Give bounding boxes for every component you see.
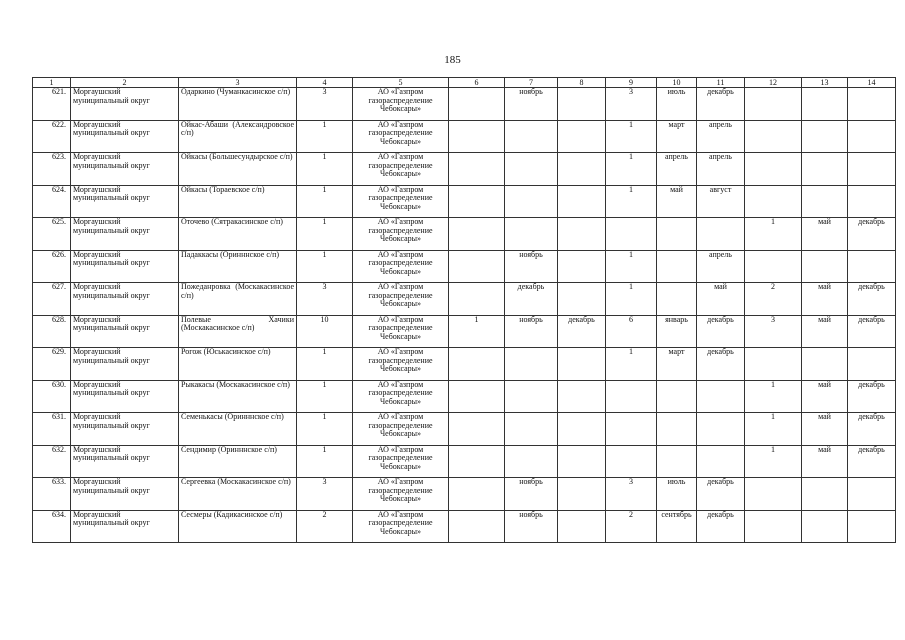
cell-col-8 — [558, 120, 606, 153]
cell-col-13: май — [802, 283, 848, 316]
cell-col-7 — [505, 413, 558, 446]
cell-col-14: декабрь — [848, 413, 896, 446]
cell-col-12: 1 — [745, 413, 802, 446]
cell-col-7 — [505, 185, 558, 218]
cell-municipality: Моргаушский муниципальный округ — [71, 153, 179, 186]
cell-col-12 — [745, 478, 802, 511]
cell-col-11 — [697, 445, 745, 478]
cell-operator: АО «Газпром газораспределение Чебоксары» — [353, 283, 449, 316]
cell-col-14 — [848, 185, 896, 218]
cell-col-8 — [558, 185, 606, 218]
cell-col-6 — [449, 153, 505, 186]
cell-col-13 — [802, 153, 848, 186]
table-row — [33, 445, 896, 478]
cell-col-13: май — [802, 445, 848, 478]
cell-count: 1 — [297, 348, 353, 381]
cell-col-9: 1 — [606, 250, 657, 283]
cell-operator: АО «Газпром газораспределение Чебоксары» — [353, 185, 449, 218]
cell-col-11: апрель — [697, 153, 745, 186]
cell-row-number: 626. — [33, 250, 71, 283]
cell-operator: АО «Газпром газораспределение Чебоксары» — [353, 153, 449, 186]
column-header-1: 1 — [33, 78, 71, 88]
cell-settlement: Пожеданровка (Москакасинское с/п) — [179, 283, 297, 316]
cell-settlement: Сергеевка (Москакасинское с/п) — [179, 478, 297, 511]
table-row — [33, 348, 896, 381]
cell-col-7: ноябрь — [505, 478, 558, 511]
cell-col-12: 1 — [745, 445, 802, 478]
cell-col-9: 2 — [606, 510, 657, 543]
cell-col-12 — [745, 510, 802, 543]
cell-municipality: Моргаушский муниципальный округ — [71, 380, 179, 413]
cell-col-6 — [449, 185, 505, 218]
cell-col-14 — [848, 510, 896, 543]
cell-col-10: январь — [657, 315, 697, 348]
table-row — [33, 380, 896, 413]
cell-settlement: Полевые Хачики (Москакасинское с/п) — [179, 315, 297, 348]
cell-col-10: апрель — [657, 153, 697, 186]
cell-col-11 — [697, 380, 745, 413]
cell-col-7 — [505, 348, 558, 381]
column-header-10: 10 — [657, 78, 697, 88]
cell-row-number: 634. — [33, 510, 71, 543]
cell-col-14: декабрь — [848, 283, 896, 316]
column-header-6: 6 — [449, 78, 505, 88]
cell-municipality: Моргаушский муниципальный округ — [71, 88, 179, 121]
cell-col-11: апрель — [697, 120, 745, 153]
table-row — [33, 185, 896, 218]
cell-count: 3 — [297, 283, 353, 316]
cell-municipality: Моргаушский муниципальный округ — [71, 185, 179, 218]
cell-col-8 — [558, 88, 606, 121]
cell-col-14 — [848, 250, 896, 283]
cell-settlement: Падаккасы (Оринннское с/п) — [179, 250, 297, 283]
cell-col-14: декабрь — [848, 315, 896, 348]
cell-settlement: Рыкакасы (Москакасинское с/п) — [179, 380, 297, 413]
cell-col-11: декабрь — [697, 478, 745, 511]
cell-col-11: декабрь — [697, 348, 745, 381]
cell-count: 1 — [297, 185, 353, 218]
cell-count: 1 — [297, 218, 353, 251]
cell-col-10 — [657, 250, 697, 283]
cell-municipality: Моргаушский муниципальный округ — [71, 413, 179, 446]
cell-count: 10 — [297, 315, 353, 348]
cell-col-11: декабрь — [697, 510, 745, 543]
cell-row-number: 623. — [33, 153, 71, 186]
cell-col-9: 1 — [606, 348, 657, 381]
cell-row-number: 629. — [33, 348, 71, 381]
cell-col-12 — [745, 120, 802, 153]
cell-count: 2 — [297, 510, 353, 543]
gasification-table — [32, 77, 896, 543]
table-row — [33, 153, 896, 186]
cell-col-11: декабрь — [697, 315, 745, 348]
cell-col-9: 1 — [606, 185, 657, 218]
cell-col-13 — [802, 88, 848, 121]
cell-municipality: Моргаушский муниципальный округ — [71, 445, 179, 478]
cell-settlement: Семенькасы (Оринннское с/п) — [179, 413, 297, 446]
cell-operator: АО «Газпром газораспределение Чебоксары» — [353, 218, 449, 251]
cell-count: 1 — [297, 250, 353, 283]
cell-settlement: Сесмеры (Кадикасинское с/п) — [179, 510, 297, 543]
cell-col-12: 1 — [745, 380, 802, 413]
column-header-13: 13 — [802, 78, 848, 88]
cell-col-10 — [657, 218, 697, 251]
cell-row-number: 624. — [33, 185, 71, 218]
cell-col-9 — [606, 380, 657, 413]
cell-settlement: Ойкас-Абаши (Александровское с/п) — [179, 120, 297, 153]
cell-col-7: ноябрь — [505, 510, 558, 543]
cell-col-13: май — [802, 413, 848, 446]
cell-settlement: Ойкасы (Тораевское с/п) — [179, 185, 297, 218]
column-header-14: 14 — [848, 78, 896, 88]
cell-municipality: Моргаушский муниципальный округ — [71, 478, 179, 511]
table-row — [33, 250, 896, 283]
cell-col-6 — [449, 380, 505, 413]
cell-settlement: Оточево (Сятракасинское с/п) — [179, 218, 297, 251]
cell-col-7: ноябрь — [505, 250, 558, 283]
cell-municipality: Моргаушский муниципальный округ — [71, 120, 179, 153]
cell-count: 3 — [297, 88, 353, 121]
cell-col-9: 1 — [606, 153, 657, 186]
cell-municipality: Моргаушский муниципальный округ — [71, 510, 179, 543]
cell-col-10 — [657, 445, 697, 478]
cell-col-8 — [558, 348, 606, 381]
cell-col-14: декабрь — [848, 445, 896, 478]
cell-operator: АО «Газпром газораспределение Чебоксары» — [353, 348, 449, 381]
cell-row-number: 622. — [33, 120, 71, 153]
column-header-4: 4 — [297, 78, 353, 88]
cell-col-13 — [802, 120, 848, 153]
cell-col-9 — [606, 413, 657, 446]
cell-col-13: май — [802, 380, 848, 413]
cell-operator: АО «Газпром газораспределение Чебоксары» — [353, 510, 449, 543]
column-header-7: 7 — [505, 78, 558, 88]
cell-col-7: декабрь — [505, 283, 558, 316]
cell-col-11: август — [697, 185, 745, 218]
cell-col-14 — [848, 153, 896, 186]
cell-col-13: май — [802, 218, 848, 251]
cell-col-11: май — [697, 283, 745, 316]
cell-col-6 — [449, 88, 505, 121]
cell-col-10 — [657, 283, 697, 316]
cell-count: 1 — [297, 413, 353, 446]
cell-row-number: 630. — [33, 380, 71, 413]
cell-col-11: апрель — [697, 250, 745, 283]
cell-col-12: 2 — [745, 283, 802, 316]
gasification-table-container — [32, 77, 896, 543]
cell-col-9: 3 — [606, 478, 657, 511]
cell-col-8: декабрь — [558, 315, 606, 348]
cell-col-9: 3 — [606, 88, 657, 121]
cell-col-10 — [657, 380, 697, 413]
cell-settlement: Ойкасы (Большесундырское с/п) — [179, 153, 297, 186]
column-header-9: 9 — [606, 78, 657, 88]
cell-col-7 — [505, 153, 558, 186]
cell-col-12 — [745, 250, 802, 283]
cell-operator: АО «Газпром газораспределение Чебоксары» — [353, 120, 449, 153]
cell-col-12 — [745, 185, 802, 218]
cell-settlement: Одаркино (Чуманкасинское с/п) — [179, 88, 297, 121]
cell-col-12: 1 — [745, 218, 802, 251]
cell-row-number: 632. — [33, 445, 71, 478]
cell-col-13 — [802, 250, 848, 283]
cell-operator: АО «Газпром газораспределение Чебоксары» — [353, 445, 449, 478]
cell-col-9 — [606, 445, 657, 478]
cell-col-13 — [802, 478, 848, 511]
cell-col-7 — [505, 120, 558, 153]
column-header-12: 12 — [745, 78, 802, 88]
cell-col-9: 6 — [606, 315, 657, 348]
cell-operator: АО «Газпром газораспределение Чебоксары» — [353, 478, 449, 511]
table-row — [33, 510, 896, 543]
cell-operator: АО «Газпром газораспределение Чебоксары» — [353, 88, 449, 121]
cell-col-8 — [558, 218, 606, 251]
cell-col-6 — [449, 348, 505, 381]
cell-col-6 — [449, 120, 505, 153]
table-row — [33, 315, 896, 348]
cell-col-11 — [697, 218, 745, 251]
cell-col-7 — [505, 445, 558, 478]
cell-col-14 — [848, 88, 896, 121]
cell-municipality: Моргаушский муниципальный округ — [71, 348, 179, 381]
cell-count: 1 — [297, 445, 353, 478]
cell-col-8 — [558, 283, 606, 316]
column-header-5: 5 — [353, 78, 449, 88]
cell-count: 1 — [297, 153, 353, 186]
column-header-8: 8 — [558, 78, 606, 88]
column-header-3: 3 — [179, 78, 297, 88]
cell-col-14 — [848, 120, 896, 153]
cell-col-12 — [745, 348, 802, 381]
cell-col-14 — [848, 478, 896, 511]
table-body — [33, 88, 896, 543]
cell-col-10: июль — [657, 88, 697, 121]
page-number: 185 — [444, 54, 461, 66]
cell-col-10: март — [657, 120, 697, 153]
cell-col-10: май — [657, 185, 697, 218]
table-row — [33, 478, 896, 511]
cell-col-13: май — [802, 315, 848, 348]
cell-col-8 — [558, 478, 606, 511]
cell-settlement: Рогож (Юськасинское с/п) — [179, 348, 297, 381]
cell-col-7: ноябрь — [505, 88, 558, 121]
cell-row-number: 627. — [33, 283, 71, 316]
cell-col-6 — [449, 218, 505, 251]
table-row — [33, 120, 896, 153]
cell-col-6 — [449, 510, 505, 543]
cell-municipality: Моргаушский муниципальный округ — [71, 283, 179, 316]
cell-count: 1 — [297, 380, 353, 413]
table-row — [33, 283, 896, 316]
cell-col-9: 1 — [606, 283, 657, 316]
column-header-11: 11 — [697, 78, 745, 88]
cell-col-10: июль — [657, 478, 697, 511]
cell-col-9: 1 — [606, 120, 657, 153]
cell-col-8 — [558, 445, 606, 478]
cell-col-8 — [558, 380, 606, 413]
cell-col-12: 3 — [745, 315, 802, 348]
cell-col-9 — [606, 218, 657, 251]
cell-col-10 — [657, 413, 697, 446]
cell-row-number: 628. — [33, 315, 71, 348]
cell-col-11 — [697, 413, 745, 446]
cell-col-6 — [449, 445, 505, 478]
cell-col-6 — [449, 250, 505, 283]
cell-col-8 — [558, 153, 606, 186]
cell-count: 1 — [297, 120, 353, 153]
cell-count: 3 — [297, 478, 353, 511]
cell-municipality: Моргаушский муниципальный округ — [71, 218, 179, 251]
cell-operator: АО «Газпром газораспределение Чебоксары» — [353, 413, 449, 446]
cell-col-6 — [449, 413, 505, 446]
cell-municipality: Моргаушский муниципальный округ — [71, 250, 179, 283]
cell-col-13 — [802, 185, 848, 218]
cell-col-12 — [745, 88, 802, 121]
cell-col-11: декабрь — [697, 88, 745, 121]
cell-row-number: 625. — [33, 218, 71, 251]
cell-col-7 — [505, 218, 558, 251]
cell-settlement: Сендимир (Оринннское с/п) — [179, 445, 297, 478]
table-row — [33, 88, 896, 121]
cell-operator: АО «Газпром газораспределение Чебоксары» — [353, 380, 449, 413]
cell-col-12 — [745, 153, 802, 186]
cell-col-6: 1 — [449, 315, 505, 348]
cell-col-10: сентябрь — [657, 510, 697, 543]
cell-row-number: 631. — [33, 413, 71, 446]
cell-row-number: 621. — [33, 88, 71, 121]
cell-col-8 — [558, 510, 606, 543]
cell-col-7: ноябрь — [505, 315, 558, 348]
cell-col-8 — [558, 250, 606, 283]
header-row — [33, 78, 896, 88]
cell-municipality: Моргаушский муниципальный округ — [71, 315, 179, 348]
column-header-2: 2 — [71, 78, 179, 88]
cell-col-14 — [848, 348, 896, 381]
cell-col-10: март — [657, 348, 697, 381]
cell-operator: АО «Газпром газораспределение Чебоксары» — [353, 250, 449, 283]
cell-col-13 — [802, 348, 848, 381]
cell-col-6 — [449, 283, 505, 316]
cell-col-6 — [449, 478, 505, 511]
cell-row-number: 633. — [33, 478, 71, 511]
table-row — [33, 218, 896, 251]
cell-col-8 — [558, 413, 606, 446]
cell-col-14: декабрь — [848, 218, 896, 251]
cell-operator: АО «Газпром газораспределение Чебоксары» — [353, 315, 449, 348]
cell-col-14: декабрь — [848, 380, 896, 413]
cell-col-7 — [505, 380, 558, 413]
table-row — [33, 413, 896, 446]
cell-col-13 — [802, 510, 848, 543]
